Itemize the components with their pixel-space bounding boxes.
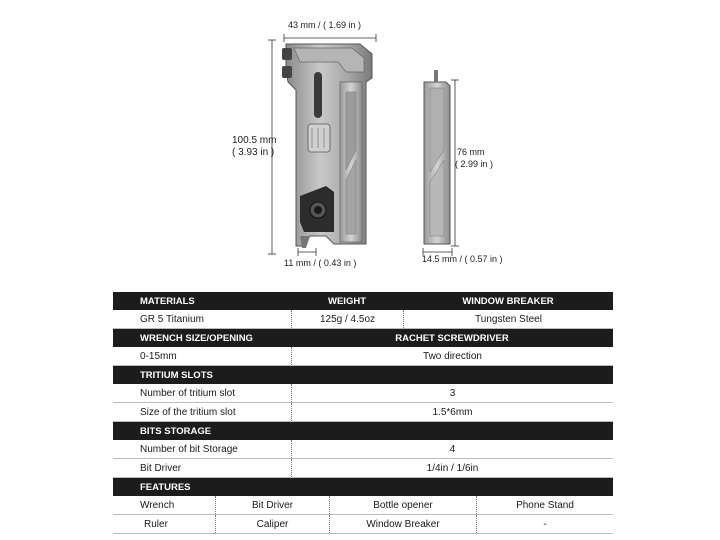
header-materials: MATERIALS bbox=[140, 295, 195, 307]
header-weight: WEIGHT bbox=[328, 295, 366, 307]
header-bits: BITS STORAGE bbox=[140, 425, 212, 437]
header-tritium: TRITIUM SLOTS bbox=[140, 369, 213, 381]
features-row bbox=[113, 515, 613, 534]
feature-item: Caliper bbox=[215, 515, 329, 533]
header-row-materials bbox=[113, 292, 613, 310]
header-row-wrench bbox=[113, 329, 613, 347]
table-row bbox=[113, 459, 613, 478]
table-row bbox=[113, 310, 613, 329]
feature-item: Ruler bbox=[144, 518, 168, 530]
bottom-width-dimension bbox=[298, 248, 316, 256]
top-width-label: 43 mm / ( 1.69 in ) bbox=[288, 20, 362, 30]
multitool-body bbox=[282, 44, 372, 248]
materials-value: GR 5 Titanium bbox=[140, 313, 204, 325]
features-row bbox=[113, 496, 613, 515]
feature-item: Window Breaker bbox=[329, 515, 476, 533]
tritium-count-label: Number of tritium slot bbox=[140, 387, 236, 399]
header-row-tritium bbox=[113, 366, 613, 384]
tritium-size-value: 1.5*6mm bbox=[291, 403, 613, 421]
bottom-width-label: 11 mm / ( 0.43 in ) bbox=[284, 258, 357, 268]
feature-item: - bbox=[476, 515, 613, 533]
spec-table bbox=[113, 292, 613, 534]
bit-storage-value: 4 bbox=[291, 440, 613, 458]
rachet-value: Two direction bbox=[291, 347, 613, 365]
bit-driver-label: Bit Driver bbox=[140, 462, 182, 474]
bit-storage-label: Number of bit Storage bbox=[140, 443, 238, 455]
table-row bbox=[113, 403, 613, 422]
tritium-count-value: 3 bbox=[291, 384, 613, 402]
header-rachet: RACHET SCREWDRIVER bbox=[395, 332, 509, 344]
header-row-features bbox=[113, 478, 613, 496]
top-width-dimension bbox=[284, 34, 376, 42]
height-in-label: ( 3.93 in ) bbox=[232, 147, 275, 158]
header-wrench: WRENCH SIZE/OPENING bbox=[140, 332, 253, 344]
feature-item: Bit Driver bbox=[215, 496, 329, 514]
feature-item: Bottle opener bbox=[329, 496, 476, 514]
header-row-bits bbox=[113, 422, 613, 440]
tritium-size-label: Size of the tritium slot bbox=[140, 406, 236, 418]
window-breaker-value: Tungsten Steel bbox=[403, 310, 613, 328]
clip-height-mm-label: 76 mm bbox=[457, 147, 485, 157]
feature-item: Wrench bbox=[140, 499, 175, 511]
table-row bbox=[113, 384, 613, 403]
header-window-breaker: WINDOW BREAKER bbox=[462, 295, 554, 307]
weight-value: 125g / 4.5oz bbox=[291, 310, 403, 328]
table-row bbox=[113, 347, 613, 366]
clip-width-label: 14.5 mm / ( 0.57 in ) bbox=[422, 254, 503, 264]
header-features: FEATURES bbox=[140, 481, 191, 493]
table-row bbox=[113, 440, 613, 459]
wrench-value: 0-15mm bbox=[140, 350, 177, 362]
clip-piece bbox=[424, 70, 450, 244]
height-mm-label: 100.5 mm bbox=[232, 135, 277, 146]
bit-driver-value: 1/4in / 1/6in bbox=[291, 459, 613, 477]
clip-height-in-label: ( 2.99 in ) bbox=[455, 159, 494, 169]
feature-item: Phone Stand bbox=[476, 496, 613, 514]
